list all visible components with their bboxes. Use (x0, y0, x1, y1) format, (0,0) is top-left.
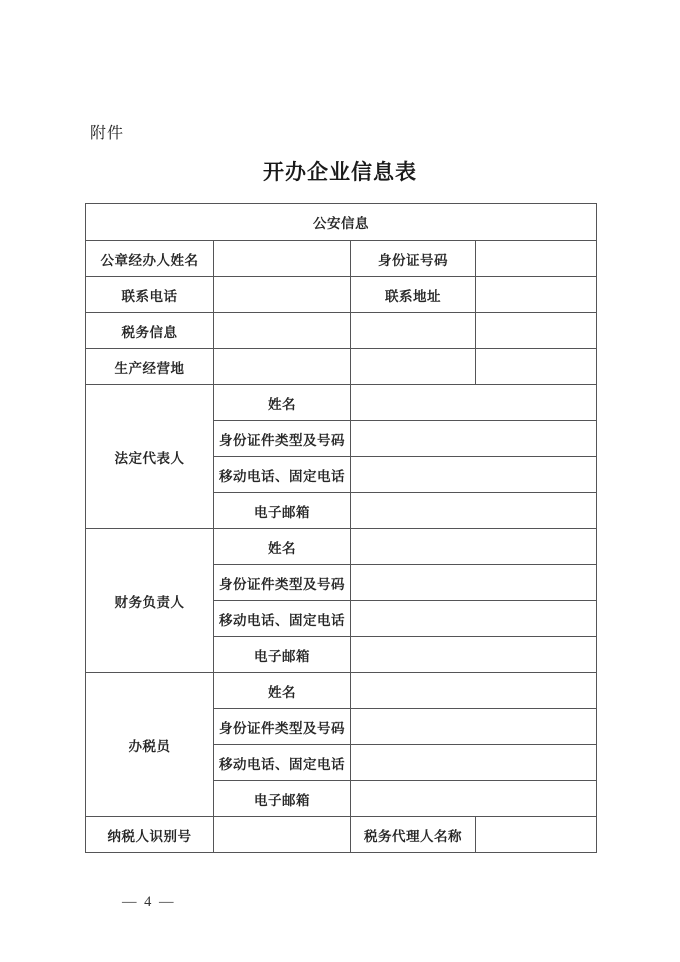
value-cell (351, 709, 597, 745)
value-cell (214, 817, 351, 853)
table-row (86, 241, 597, 277)
value-cell (351, 457, 597, 493)
id-type-number-field-label: 身份证件类型及号码 (214, 565, 351, 601)
value-cell (476, 817, 597, 853)
value-cell (476, 349, 597, 385)
value-cell (476, 313, 597, 349)
id-type-number-field-label: 身份证件类型及号码 (214, 709, 351, 745)
value-cell (351, 781, 597, 817)
value-cell (476, 241, 597, 277)
table-row (86, 313, 597, 349)
name-field-label: 姓名 (214, 385, 351, 421)
business-location-label: 生产经营地 (86, 349, 214, 385)
table-row (86, 204, 597, 241)
value-cell (351, 529, 597, 565)
page-number: — 4 — (122, 894, 176, 910)
taxpayer-id-label: 纳税人识别号 (86, 817, 214, 853)
page-title: 开办企业信息表 (263, 160, 417, 184)
finance-officer-group-label: 财务负责人 (86, 529, 214, 673)
value-cell (351, 493, 597, 529)
value-cell (351, 349, 476, 385)
value-cell (351, 421, 597, 457)
seal-handler-name-label: 公章经办人姓名 (86, 241, 214, 277)
tax-clerk-group-label: 办税员 (86, 673, 214, 817)
tax-agent-name-label: 税务代理人名称 (351, 817, 476, 853)
value-cell (214, 349, 351, 385)
id-type-number-field-label: 身份证件类型及号码 (214, 421, 351, 457)
phone-field-label: 移动电话、固定电话 (214, 601, 351, 637)
tax-info-label: 税务信息 (86, 313, 214, 349)
section-header-public-security: 公安信息 (86, 204, 597, 241)
value-cell (214, 277, 351, 313)
business-info-table (85, 203, 597, 853)
legal-representative-group-label: 法定代表人 (86, 385, 214, 529)
id-card-number-label: 身份证号码 (351, 241, 476, 277)
value-cell (351, 637, 597, 673)
email-field-label: 电子邮箱 (214, 781, 351, 817)
contact-phone-label: 联系电话 (86, 277, 214, 313)
email-field-label: 电子邮箱 (214, 637, 351, 673)
table-row (86, 529, 597, 565)
table-row (86, 349, 597, 385)
value-cell (351, 313, 476, 349)
attachment-label: 附件 (90, 125, 125, 142)
table-row (86, 817, 597, 853)
value-cell (214, 313, 351, 349)
phone-field-label: 移动电话、固定电话 (214, 745, 351, 781)
table-row (86, 673, 597, 709)
value-cell (214, 241, 351, 277)
table-row (86, 385, 597, 421)
table-row (86, 277, 597, 313)
value-cell (351, 565, 597, 601)
contact-address-label: 联系地址 (351, 277, 476, 313)
phone-field-label: 移动电话、固定电话 (214, 457, 351, 493)
name-field-label: 姓名 (214, 529, 351, 565)
value-cell (351, 745, 597, 781)
name-field-label: 姓名 (214, 673, 351, 709)
value-cell (351, 673, 597, 709)
value-cell (351, 385, 597, 421)
value-cell (476, 277, 597, 313)
email-field-label: 电子邮箱 (214, 493, 351, 529)
value-cell (351, 601, 597, 637)
